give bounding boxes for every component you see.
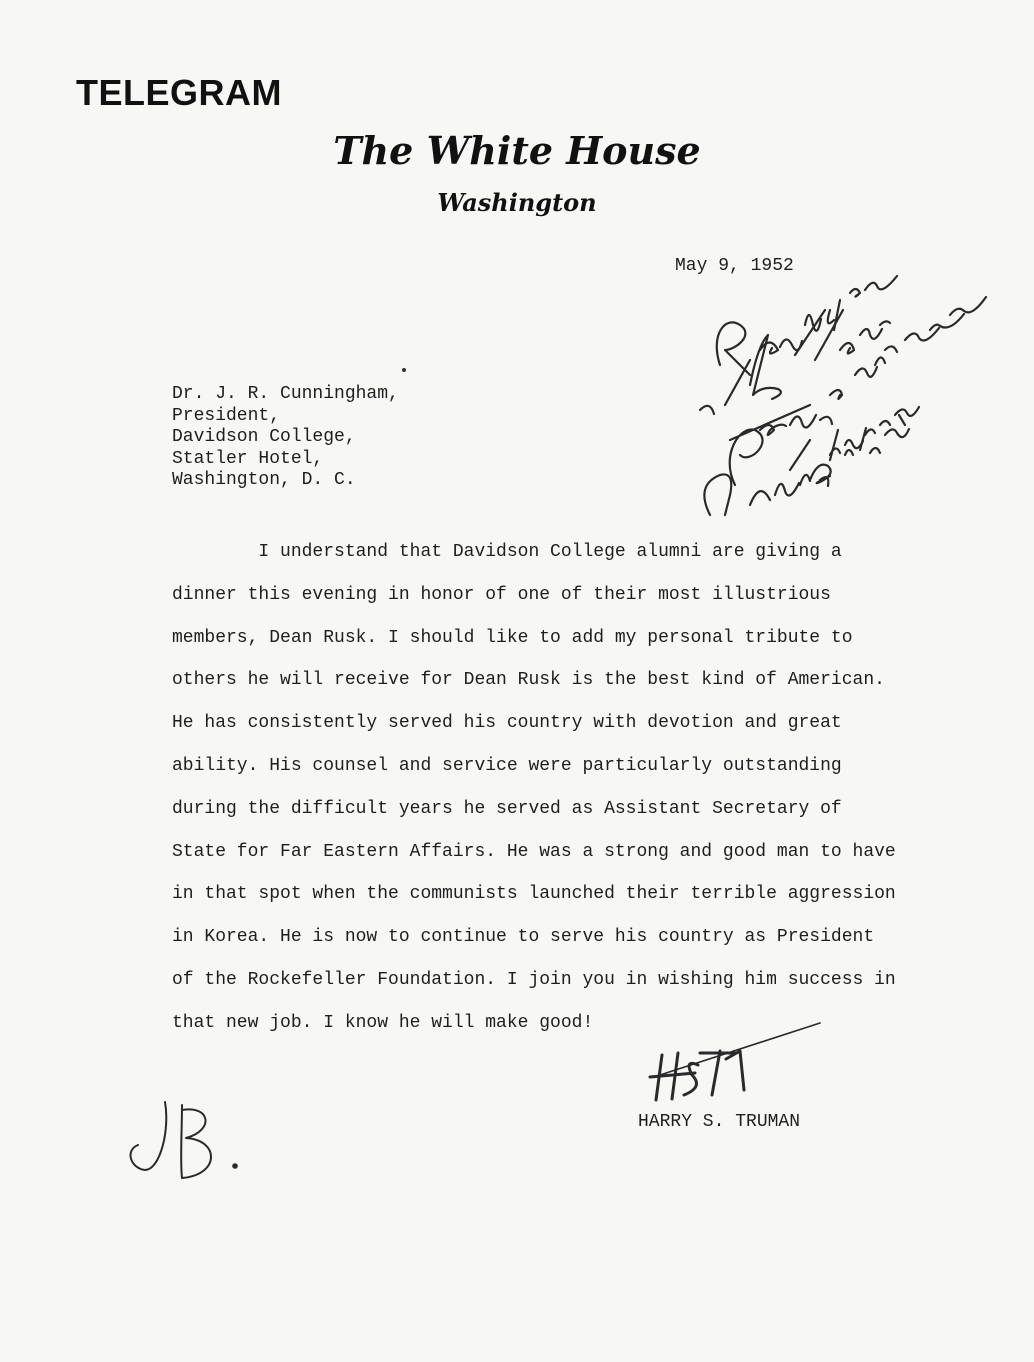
- letter-body: [172, 531, 932, 1045]
- body-line: State for Far Eastern Affairs. He was a strong and good man to have: [172, 841, 896, 862]
- signatory-name: HARRY S. TRUMAN: [638, 1112, 801, 1132]
- recipient-address: [172, 384, 399, 492]
- stray-mark: [402, 368, 406, 372]
- body-line: members, Dean Rusk. I should like to add my personal tribute to: [172, 627, 853, 648]
- body-line: during the difficult years he served as Assistant Secretary of: [172, 798, 842, 819]
- body-line: I understand that Davidson College alumni are giving a: [172, 542, 842, 562]
- body-line: others he will receive for Dean Rusk is the best kind of American.: [172, 670, 885, 691]
- telegram-heading: TELEGRAM: [76, 72, 282, 113]
- letter-date: May 9, 1952: [675, 256, 794, 276]
- address-line: Washington, D. C.: [172, 470, 356, 490]
- body-line: of the Rockefeller Foundation. I join you in wishing him success in: [172, 969, 896, 990]
- body-line: in Korea. He is now to continue to serve his country as President: [172, 927, 875, 948]
- letterhead-title: The White House: [333, 128, 701, 173]
- body-line: in that spot when the communists launched their terrible aggression: [172, 884, 896, 905]
- body-line: ability. His counsel and service were particularly outstanding: [172, 755, 842, 776]
- address-line: Statler Hotel,: [172, 448, 324, 469]
- address-line: President,: [172, 405, 281, 426]
- body-line: He has consistently served his country with devotion and great: [172, 713, 842, 734]
- handwritten-note: [680, 255, 1000, 525]
- body-line: dinner this evening in honor of one of their most illustrious: [172, 584, 831, 605]
- signature-initials: [640, 1015, 840, 1105]
- address-line: Davidson College,: [172, 427, 356, 447]
- corner-initials: [120, 1090, 260, 1190]
- letterhead-subtitle: Washington: [437, 188, 597, 217]
- address-line: Dr. J. R. Cunningham,: [172, 384, 399, 404]
- body-line: that new job. I know he will make good!: [172, 1012, 594, 1033]
